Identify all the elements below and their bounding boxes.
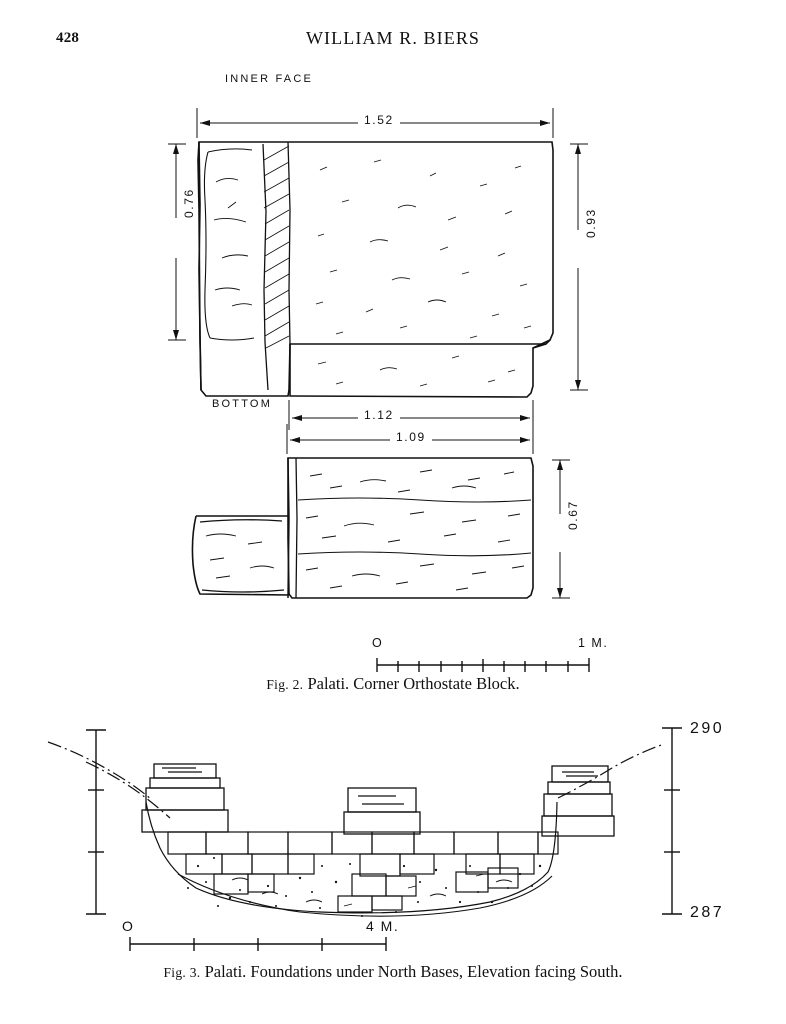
caption-figure-3-text: Palati. Foundations under North Bases, Elevation facing South. — [204, 962, 623, 981]
dim-top-width: 1.52 — [364, 113, 394, 127]
caption-figure-2-text: Palati. Corner Orthostate Block. — [307, 674, 520, 693]
page-number: 428 — [56, 30, 80, 46]
scale-zero-label-figure-2: O — [372, 636, 384, 650]
caption-figure-3-prefix: Fig. 3. — [163, 965, 201, 980]
bottom-view-drawing — [0, 418, 786, 648]
figure-3 — [0, 706, 786, 956]
label-inner-face: INNER FACE — [225, 73, 314, 85]
dim-right-height: 0.93 — [584, 208, 598, 238]
scale-zero-label-figure-3: O — [122, 918, 135, 934]
elevation-drawing — [0, 706, 786, 936]
scale-max-label-figure-2: 1 M. — [578, 636, 609, 650]
inner-face-drawing — [0, 90, 786, 380]
running-head: WILLIAM R. BIERS — [305, 28, 481, 48]
elevation-top-label: 290 — [690, 720, 725, 737]
dim-bottom-view-width: 1.09 — [396, 430, 426, 444]
dim-left-height: 0.76 — [182, 188, 196, 218]
dim-bottom-view-height: 0.67 — [566, 500, 580, 530]
dim-bottom-width: 1.12 — [364, 408, 394, 422]
caption-figure-2 — [0, 674, 786, 694]
caption-figure-3 — [0, 962, 786, 982]
scale-max-label-figure-3: 4 M. — [366, 918, 400, 934]
figure-2 — [0, 60, 786, 680]
elevation-bottom-label: 287 — [690, 904, 725, 921]
label-bottom: BOTTOM — [212, 398, 273, 410]
caption-figure-2-prefix: Fig. 2. — [266, 677, 304, 692]
